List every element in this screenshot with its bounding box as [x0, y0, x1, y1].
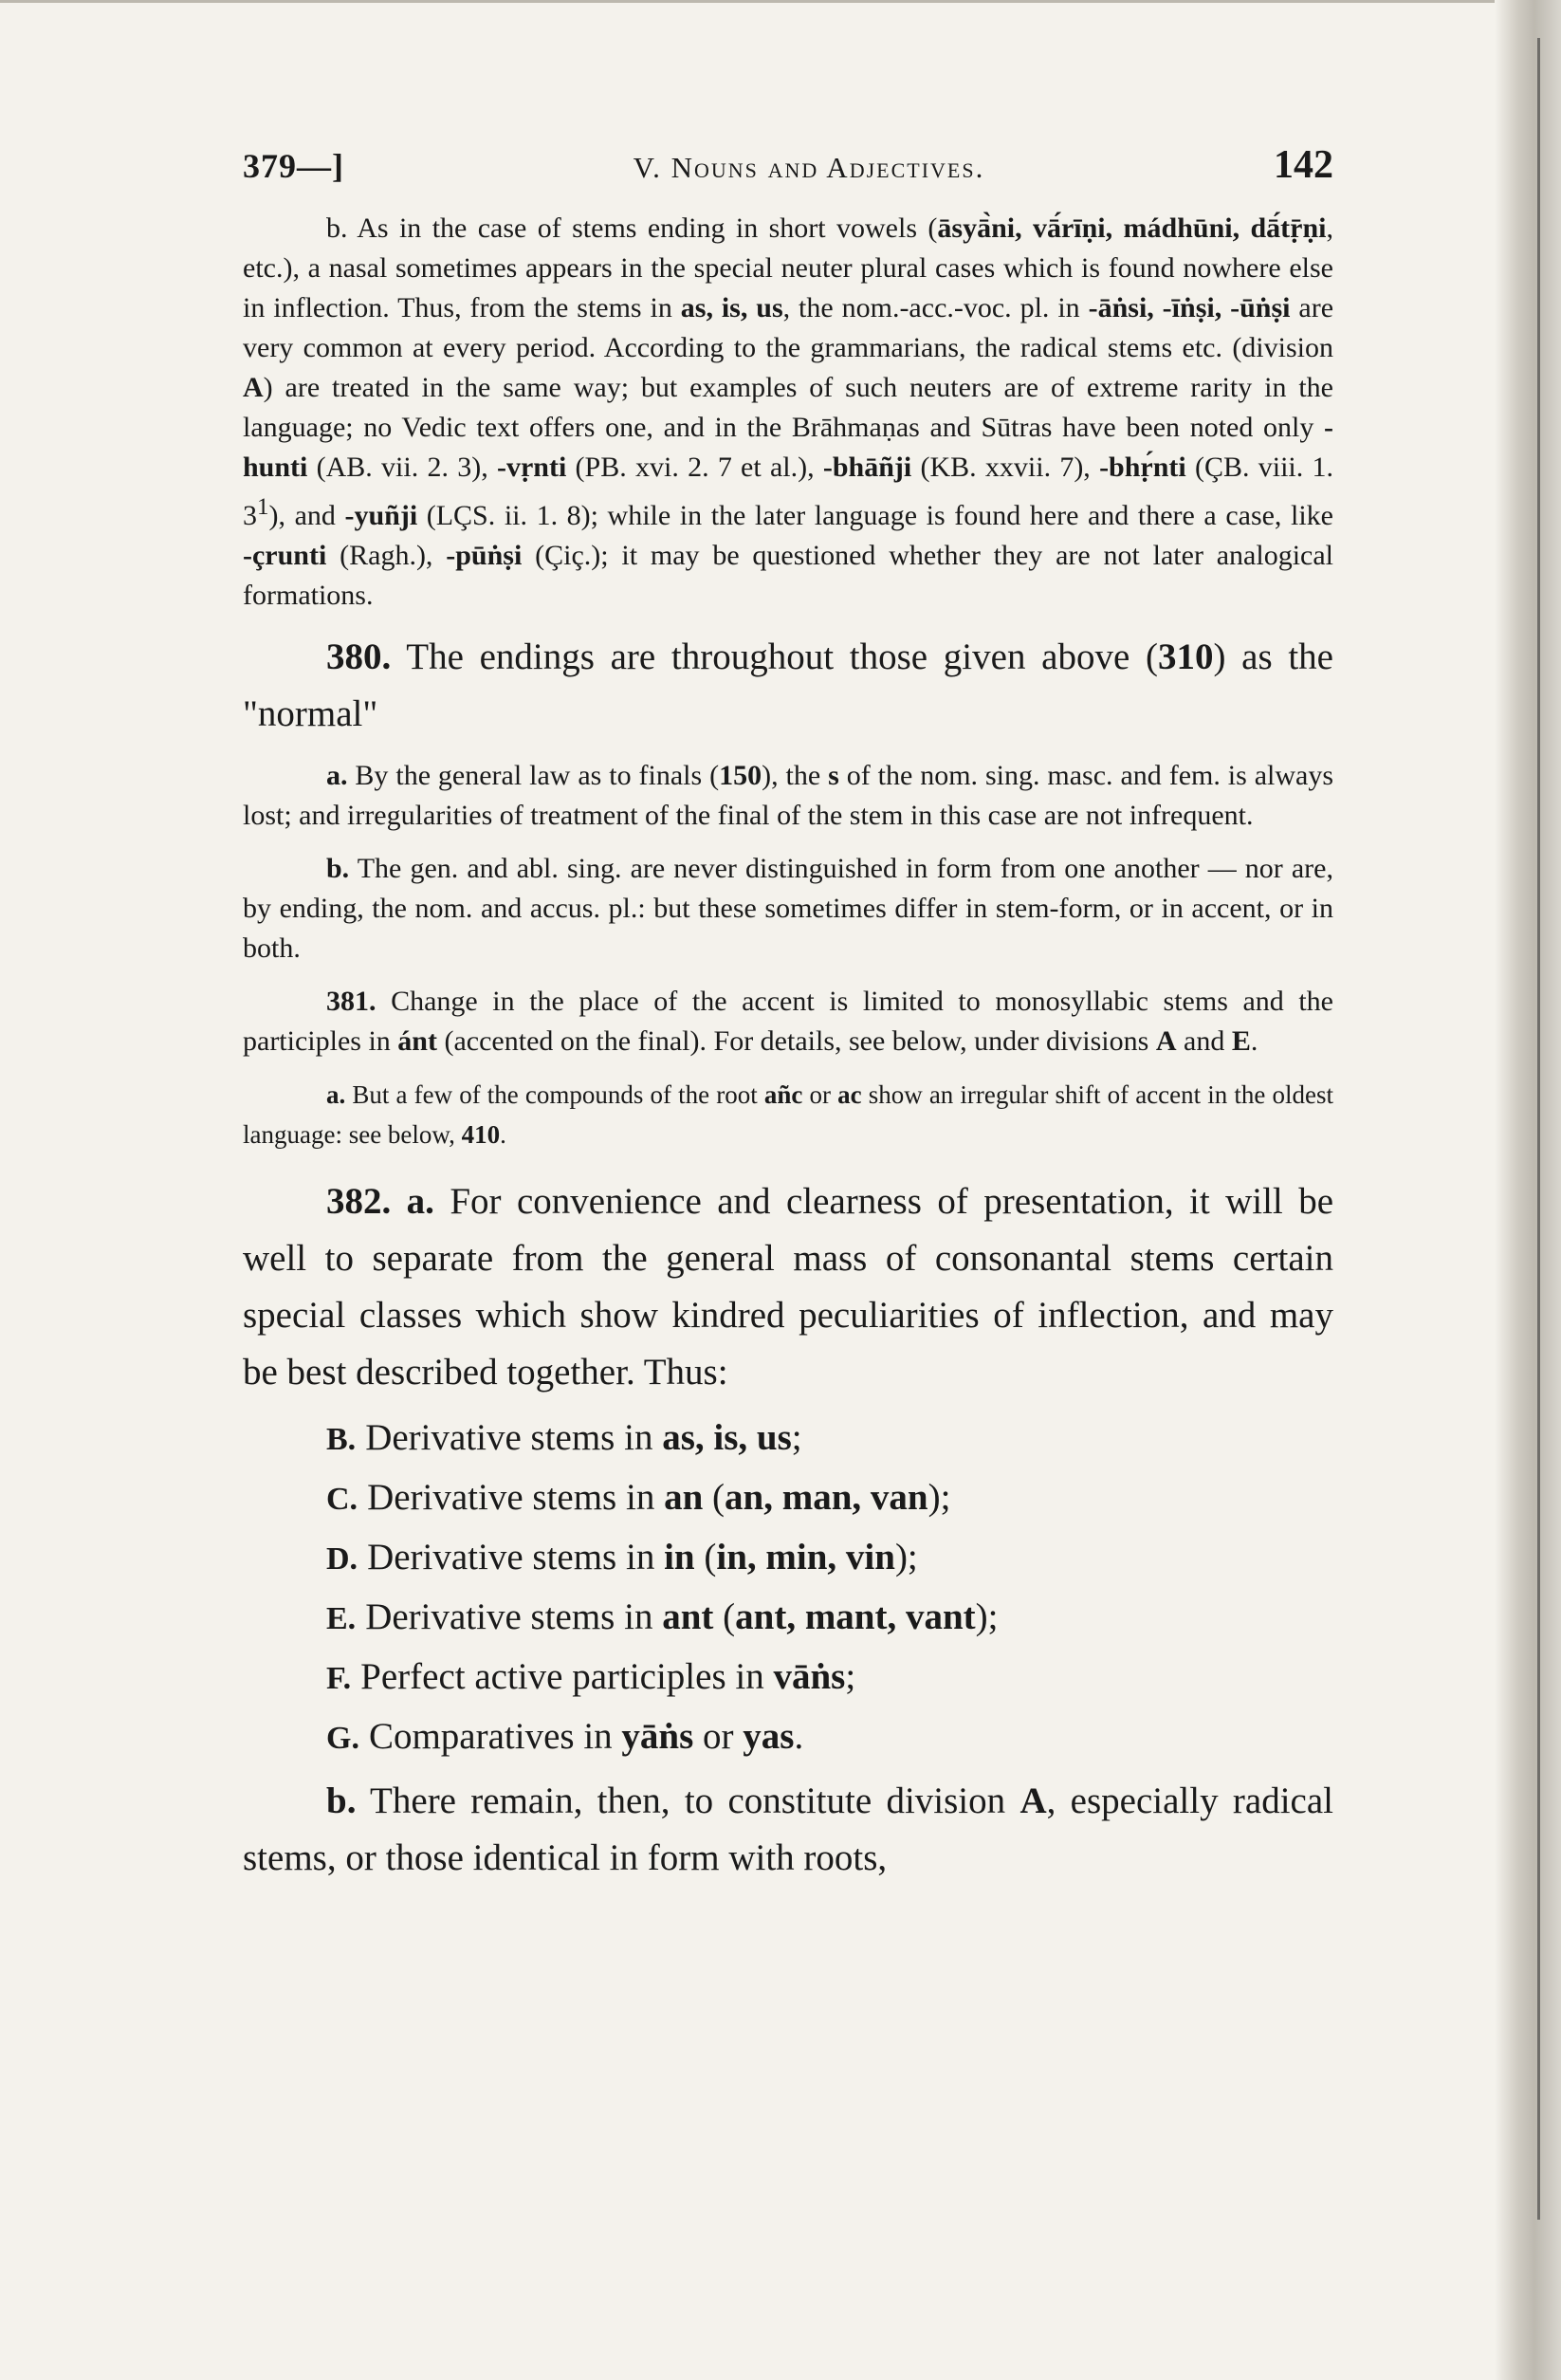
bold-term: -vṛnti: [496, 452, 567, 483]
section-ref: 379—]: [243, 147, 344, 185]
text-run: (KB. xxvii. 7),: [911, 452, 1100, 483]
stem-class-item: [326, 1588, 1333, 1648]
bold-term: ánt: [397, 1025, 437, 1057]
text-run: .: [1250, 1025, 1258, 1057]
text-run: (accented on the final). For details, see below, under divisions: [436, 1025, 1156, 1057]
text-run: (LÇS. ii. 1. 8); while in the later language is found here and there a case, like: [417, 500, 1333, 531]
bold-term: -pūṅṣi: [446, 540, 523, 571]
stem-class-item: [326, 1468, 1333, 1528]
bold-term: 310: [1157, 637, 1214, 677]
text-run: ;: [845, 1656, 856, 1697]
text-run: , the nom.-acc.-voc. pl. in: [782, 292, 1089, 323]
bold-term: an, man, van: [725, 1477, 928, 1518]
bold-term: āsyā̀ni, vā́rīṇi, mádhūni, dā́tṝṇi: [937, 212, 1327, 244]
text-run: , especially radical stems, or those identical in form with roots,: [243, 1780, 1333, 1878]
page-number: 142: [1274, 143, 1333, 187]
text-run: ), and: [268, 500, 345, 531]
text-run: and: [1176, 1025, 1232, 1057]
text-run: or: [693, 1716, 744, 1757]
text-run: b. As in the case of stems ending in short vowels (: [326, 212, 938, 244]
page-top-edge: [0, 0, 1561, 3]
text-run: ;: [791, 1417, 802, 1458]
stem-class-item: [326, 1528, 1333, 1588]
text-run: );: [894, 1537, 918, 1577]
text-run: Comparatives in: [368, 1716, 622, 1757]
bold-term: 380.: [326, 637, 392, 677]
bold-term: an: [664, 1477, 704, 1518]
text-run: .: [794, 1716, 804, 1757]
bold-term: 382. a.: [326, 1181, 434, 1222]
page-right-shadow: [1495, 0, 1561, 2380]
bold-term: A: [1019, 1780, 1047, 1821]
paragraph-382b: [243, 1773, 1333, 1887]
bold-term: in, min, vin: [716, 1537, 895, 1577]
bold-term: 381.: [326, 986, 376, 1017]
bold-term: yas: [743, 1716, 795, 1757]
page-body: [243, 142, 1333, 1887]
bold-term: in: [664, 1537, 695, 1577]
stem-class-item: [326, 1409, 1333, 1468]
text-run: Derivative stems in: [367, 1537, 665, 1577]
text-run: , etc.), a nasal sometimes appears in the special neuter plural cases which is found nowhere else in inflection. Thus, from the stems in: [243, 212, 1333, 323]
text-run: Derivative stems in: [365, 1596, 663, 1637]
stem-class-item: [326, 1707, 1333, 1767]
text-run: By the general law as to finals (: [347, 760, 720, 791]
paragraph-381a: [243, 1075, 1333, 1154]
text-run: of the nom. sing. masc. and fem. is always lost; and irregularities of treatment of the final of the stem in this case are not infrequent.: [243, 760, 1334, 831]
bold-term: ant: [662, 1596, 714, 1637]
text-run: (PB. xvi. 2. 7 et al.),: [566, 452, 823, 483]
bold-term: -çrunti: [243, 540, 327, 571]
text-run: (Ragh.),: [326, 540, 447, 571]
bold-term: 150: [719, 760, 762, 791]
stem-class-label: D.: [326, 1541, 358, 1577]
bold-term: ant, mant, vant: [735, 1596, 976, 1637]
text-run: );: [927, 1477, 951, 1518]
bold-term: yāṅs: [621, 1716, 694, 1757]
bold-term: -āṅsi, -īṅṣi, -ūṅṣi: [1088, 292, 1291, 323]
bold-term: -hunti: [243, 412, 1333, 483]
bold-term: vāṅs: [773, 1656, 846, 1697]
stem-class-item: [326, 1648, 1333, 1707]
stem-class-label: G.: [326, 1721, 359, 1756]
text-run: 1: [257, 494, 269, 520]
bold-term: as, is, us: [680, 292, 783, 323]
stem-class-label: F.: [326, 1661, 352, 1696]
bold-term: as, is, us: [662, 1417, 792, 1458]
bold-term: A: [1155, 1025, 1177, 1057]
bold-term: s: [828, 760, 839, 791]
paragraph-382a: [243, 1173, 1333, 1401]
text-run: Derivative stems in: [365, 1417, 663, 1458]
text-run: ), the: [762, 760, 829, 791]
bold-term: A: [243, 372, 264, 403]
text-run: (Çiç.); it may be questioned whether they are not later analogical formations.: [243, 540, 1334, 611]
bold-term: -bhṛ́nti: [1099, 452, 1186, 483]
running-title: V. Nouns and Adjectives.: [633, 151, 985, 184]
bold-term: ac: [837, 1080, 862, 1109]
text-run: or: [802, 1080, 838, 1109]
paragraph-380: [243, 629, 1333, 743]
stem-class-label: C.: [326, 1482, 358, 1517]
text-run: Perfect active participles in: [360, 1656, 774, 1697]
paragraph-380b: [243, 849, 1333, 969]
text-run: (ÇB. viii. 1. 3: [243, 452, 1334, 531]
paragraph-381: [243, 982, 1333, 1061]
text-run: (: [703, 1477, 725, 1518]
text-run: ) are treated in the same way; but examples of such neuters are of extreme rarity in the language; no Vedic text offers one, and in the Brāhmaṇas and Sūtras have been noted only: [243, 372, 1333, 443]
text-run: The endings are throughout those given above (: [391, 637, 1158, 677]
paragraph-379b: [243, 209, 1333, 616]
text-run: ) as the "normal": [243, 637, 1333, 734]
text-run: There remain, then, to constitute division: [356, 1780, 1020, 1821]
bold-term: -yuñji: [344, 500, 418, 531]
bold-term: a.: [326, 760, 348, 791]
bold-term: b.: [326, 853, 350, 884]
text-run: Change in the place of the accent is limited to monosyllabic stems and the participles in: [243, 986, 1333, 1057]
text-run: .: [500, 1120, 506, 1149]
text-run: are very common at every period. According to the grammarians, the radical stems etc. (division: [243, 292, 1334, 363]
bold-term: b.: [326, 1780, 357, 1821]
bold-term: 410: [461, 1120, 501, 1149]
paragraph-380a: [243, 756, 1333, 836]
text-run: Derivative stems in: [367, 1477, 665, 1518]
text-run: );: [975, 1596, 999, 1637]
bold-term: E: [1231, 1025, 1251, 1057]
text-run: The gen. and abl. sing. are never distinguished in form from one another — nor are, by ending, the nom. and accus. pl.: but these sometimes differ in stem-form, or in accent, or in both.: [243, 853, 1333, 964]
text-run: (: [694, 1537, 717, 1577]
stem-class-label: E.: [326, 1601, 357, 1636]
text-run: But a few of the compounds of the root: [345, 1080, 764, 1109]
text-run: (: [713, 1596, 736, 1637]
bold-term: a.: [326, 1080, 346, 1109]
text-run: For convenience and clearness of presentation, it will be well to separate from the general mass of consonantal stems certain special classes which show kindred peculiarities of inflection, and may be best described together. Thus:: [243, 1181, 1333, 1393]
text-run: show an irregular shift of accent in the oldest language: see below,: [243, 1080, 1333, 1149]
stem-class-label: B.: [326, 1422, 357, 1457]
bold-term: añc: [763, 1080, 803, 1109]
book-gutter-line: [1537, 38, 1540, 2220]
bold-term: -bhāñji: [822, 452, 912, 483]
running-header: [243, 142, 1333, 209]
stem-class-list: [326, 1409, 1333, 1767]
text-run: (AB. vii. 2. 3),: [307, 452, 497, 483]
